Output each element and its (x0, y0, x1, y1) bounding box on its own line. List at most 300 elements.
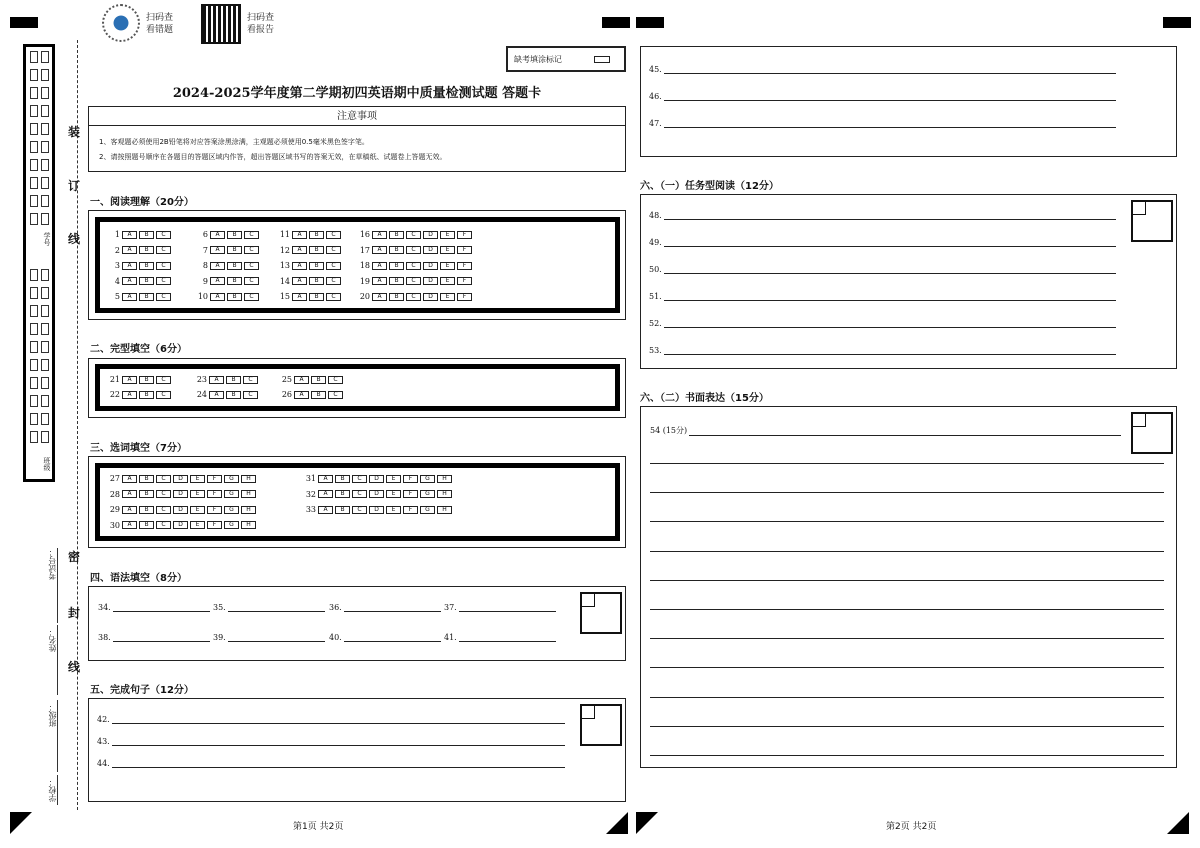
q45-47-answer-box (640, 46, 1177, 157)
question-number: 48. (649, 211, 662, 220)
notice-title: 注意事项 (89, 107, 625, 126)
option-bubble-a[interactable]: A (122, 231, 137, 239)
option-bubble-d[interactable]: D (423, 277, 438, 285)
absent-checkbox[interactable] (594, 56, 610, 63)
question-number: 15 (279, 292, 290, 301)
id-digit-cell[interactable] (30, 69, 38, 81)
option-bubble-c[interactable]: C (406, 262, 421, 270)
option-bubble-b[interactable]: B (139, 262, 154, 270)
class-line[interactable] (57, 700, 58, 772)
option-bubble-e[interactable]: E (386, 490, 401, 498)
option-bubble-d[interactable]: D (173, 506, 188, 514)
option-bubble-c[interactable]: C (244, 231, 259, 239)
class-label: 班级 (43, 457, 51, 471)
option-bubble-d[interactable]: D (423, 246, 438, 254)
essay-line[interactable] (650, 609, 1164, 610)
qr-code[interactable] (201, 4, 241, 44)
option-bubble-c[interactable]: C (156, 262, 171, 270)
option-bubble-b[interactable]: B (227, 277, 242, 285)
grammar-blank[interactable] (444, 603, 556, 612)
id-digit-cell[interactable] (41, 287, 49, 299)
option-bubble-a[interactable]: A (372, 262, 387, 270)
option-bubble-f[interactable]: F (207, 506, 222, 514)
id-digit-cell[interactable] (30, 177, 38, 189)
option-bubble-c[interactable]: C (406, 293, 421, 301)
mc-question (100, 261, 173, 270)
question-number: 51. (649, 292, 662, 301)
option-bubble-c[interactable]: C (156, 246, 171, 254)
id-digit-cell[interactable] (30, 105, 38, 117)
option-bubble-c[interactable]: C (326, 277, 341, 285)
option-bubble-c[interactable]: C (326, 293, 341, 301)
option-bubble-f[interactable]: F (403, 490, 418, 498)
option-bubble-e[interactable]: E (190, 475, 205, 483)
option-bubble-a[interactable]: A (210, 277, 225, 285)
corner-triangle (606, 812, 628, 834)
id-digit-cell[interactable] (41, 141, 49, 153)
id-digit-cell[interactable] (41, 305, 49, 317)
option-bubble-b[interactable]: B (226, 376, 241, 384)
answer-line[interactable] (649, 346, 1116, 355)
option-bubble-c[interactable]: C (352, 490, 367, 498)
option-bubble-e[interactable]: E (440, 231, 455, 239)
option-bubble-a[interactable]: A (122, 475, 137, 483)
option-bubble-b[interactable]: B (311, 376, 326, 384)
corner-triangle (636, 812, 658, 834)
mc-question (100, 490, 258, 499)
option-bubble-b[interactable]: B (335, 490, 350, 498)
question-number: 28 (109, 489, 120, 499)
option-bubble-e[interactable]: E (386, 506, 401, 514)
option-bubble-a[interactable]: A (292, 277, 307, 285)
essay-label: 54 (15分) (650, 426, 688, 435)
option-bubble-b[interactable]: B (311, 391, 326, 399)
mc-question (270, 292, 343, 301)
option-bubble-b[interactable]: B (309, 277, 324, 285)
option-bubble-b[interactable]: B (227, 262, 242, 270)
mc-question (270, 261, 343, 270)
essay-line[interactable] (650, 492, 1164, 493)
option-bubble-a[interactable]: A (210, 262, 225, 270)
option-bubble-b[interactable]: B (389, 231, 404, 239)
id-digit-cell[interactable] (41, 195, 49, 207)
id-digit-cell[interactable] (41, 323, 49, 335)
section-cloze-title: 二、完型填空（6分） (90, 344, 187, 355)
id-digit-cell[interactable] (30, 305, 38, 317)
option-bubble-c[interactable]: C (326, 262, 341, 270)
option-bubble-a[interactable]: A (292, 246, 307, 254)
option-bubble-h[interactable]: H (437, 506, 452, 514)
option-bubble-c[interactable]: C (406, 246, 421, 254)
mc-question (358, 261, 474, 270)
id-digit-cell[interactable] (41, 177, 49, 189)
option-bubble-b[interactable]: B (139, 521, 154, 529)
essay-line[interactable] (650, 638, 1164, 639)
option-bubble-c[interactable]: C (156, 231, 171, 239)
option-bubble-a[interactable]: A (210, 231, 225, 239)
option-bubble-c[interactable]: C (156, 391, 171, 399)
option-bubble-f[interactable]: F (457, 293, 472, 301)
option-bubble-b[interactable]: B (139, 391, 154, 399)
option-bubble-c[interactable]: C (156, 490, 171, 498)
option-bubble-b[interactable]: B (389, 262, 404, 270)
mc-question (270, 246, 343, 255)
option-bubble-c[interactable]: C (156, 475, 171, 483)
absent-box (506, 46, 626, 72)
option-bubble-d[interactable]: D (369, 475, 384, 483)
answer-line[interactable] (649, 65, 1116, 74)
option-bubble-d[interactable]: D (423, 262, 438, 270)
option-bubble-c[interactable]: C (244, 293, 259, 301)
name-line[interactable] (57, 625, 58, 695)
question-number: 12 (279, 245, 290, 255)
grammar-blank[interactable] (329, 633, 441, 642)
question-number: 52. (649, 319, 662, 328)
id-digit-cell[interactable] (30, 395, 38, 407)
option-bubble-c[interactable]: C (328, 391, 343, 399)
mc-question (100, 390, 173, 399)
option-bubble-b[interactable]: B (139, 475, 154, 483)
answer-line[interactable] (97, 737, 565, 746)
id-digit-cell[interactable] (30, 159, 38, 171)
question-number: 33 (305, 505, 316, 514)
mc-question (188, 230, 261, 239)
option-bubble-a[interactable]: A (292, 293, 307, 301)
score-box (580, 704, 622, 746)
option-bubble-h[interactable]: H (241, 521, 256, 529)
option-bubble-g[interactable]: G (420, 475, 435, 483)
id-digit-cell[interactable] (30, 431, 38, 443)
option-bubble-a[interactable]: A (122, 391, 137, 399)
option-bubble-a[interactable]: A (209, 391, 224, 399)
option-bubble-c[interactable]: C (352, 475, 367, 483)
school-line[interactable] (57, 775, 58, 805)
essay-line[interactable] (650, 726, 1164, 727)
option-bubble-d[interactable]: D (173, 475, 188, 483)
option-bubble-d[interactable]: D (423, 231, 438, 239)
option-bubble-b[interactable]: B (139, 506, 154, 514)
answer-line[interactable] (649, 92, 1116, 101)
option-bubble-e[interactable]: E (190, 521, 205, 529)
option-bubble-g[interactable]: G (224, 506, 239, 514)
option-bubble-a[interactable]: A (294, 391, 309, 399)
answer-line[interactable] (649, 319, 1116, 328)
timing-mark (636, 17, 664, 28)
option-bubble-a[interactable]: A (122, 262, 137, 270)
id-digit-cell[interactable] (41, 213, 49, 225)
id-digit-cell[interactable] (41, 269, 49, 281)
id-digit-cell[interactable] (41, 69, 49, 81)
option-bubble-b[interactable]: B (309, 262, 324, 270)
option-bubble-a[interactable]: A (318, 506, 333, 514)
id-digit-cell[interactable] (30, 51, 38, 63)
option-bubble-c[interactable]: C (352, 506, 367, 514)
option-bubble-b[interactable]: B (309, 246, 324, 254)
mc-question (100, 505, 258, 514)
id-digit-cell[interactable] (30, 213, 38, 225)
essay-line[interactable] (650, 551, 1164, 552)
section-task-title: 六、（一）任务型阅读（12分） (640, 181, 779, 192)
id-digit-cell[interactable] (41, 359, 49, 371)
id-digit-cell[interactable] (30, 123, 38, 135)
option-bubble-d[interactable]: D (173, 521, 188, 529)
option-bubble-c[interactable]: C (244, 246, 259, 254)
option-bubble-c[interactable]: C (156, 293, 171, 301)
mc-question (358, 292, 474, 301)
option-bubble-c[interactable]: C (244, 277, 259, 285)
option-bubble-a[interactable]: A (209, 376, 224, 384)
id-digit-cell[interactable] (41, 395, 49, 407)
option-bubble-g[interactable]: G (224, 475, 239, 483)
option-bubble-g[interactable]: G (224, 521, 239, 529)
id-digit-cell[interactable] (30, 341, 38, 353)
option-bubble-g[interactable]: G (420, 506, 435, 514)
option-bubble-b[interactable]: B (139, 231, 154, 239)
option-bubble-a[interactable]: A (122, 506, 137, 514)
option-bubble-a[interactable]: A (294, 376, 309, 384)
mc-question (358, 246, 474, 255)
option-bubble-e[interactable]: E (440, 246, 455, 254)
page1-footer: 第1页 共2页 (293, 822, 344, 832)
option-bubble-e[interactable]: E (386, 475, 401, 483)
option-bubble-a[interactable]: A (210, 246, 225, 254)
mc-question (358, 230, 474, 239)
essay-line[interactable] (650, 521, 1164, 522)
option-bubble-c[interactable]: C (156, 506, 171, 514)
id-digit-cell[interactable] (41, 413, 49, 425)
option-bubble-c[interactable]: C (326, 231, 341, 239)
question-number: 1 (114, 230, 120, 239)
question-number: 25 (281, 375, 292, 384)
question-number: 7 (202, 245, 208, 255)
option-bubble-d[interactable]: D (423, 293, 438, 301)
option-bubble-c[interactable]: C (326, 246, 341, 254)
option-bubble-c[interactable]: C (243, 391, 258, 399)
notice-item: 1、客观题必须使用2B铅笔将对应答案涂黑涂满，主观题必须使用0.5毫米黑色签字笔。 (99, 138, 369, 146)
scan-text-left: 扫码查 看错题 (146, 13, 174, 35)
option-bubble-b[interactable]: B (335, 506, 350, 514)
option-bubble-a[interactable]: A (372, 277, 387, 285)
question-number: 11 (279, 230, 290, 239)
option-bubble-a[interactable]: A (292, 231, 307, 239)
option-bubble-a[interactable]: A (122, 376, 137, 384)
answer-line[interactable] (97, 759, 565, 768)
id-digit-cell[interactable] (41, 431, 49, 443)
id-digit-cell[interactable] (30, 359, 38, 371)
option-bubble-b[interactable]: B (335, 475, 350, 483)
essay-first-line[interactable] (650, 425, 1121, 436)
option-bubble-c[interactable]: C (328, 376, 343, 384)
mc-question (100, 246, 173, 255)
option-bubble-b[interactable]: B (227, 231, 242, 239)
exam-no-line[interactable] (57, 548, 58, 623)
answer-line[interactable] (649, 265, 1116, 274)
option-bubble-f[interactable]: F (457, 231, 472, 239)
option-bubble-b[interactable]: B (309, 293, 324, 301)
grammar-blank[interactable] (98, 633, 210, 642)
option-bubble-a[interactable]: A (122, 277, 137, 285)
binding-char: 封 (68, 606, 81, 620)
option-bubble-g[interactable]: G (224, 490, 239, 498)
option-bubble-d[interactable]: D (173, 490, 188, 498)
section-wordbank-title: 三、选词填空（7分） (90, 443, 187, 454)
option-bubble-a[interactable]: A (372, 293, 387, 301)
student-id-grid (23, 44, 55, 482)
id-digit-cell[interactable] (41, 123, 49, 135)
option-bubble-c[interactable]: C (406, 277, 421, 285)
question-number: 22 (109, 390, 120, 399)
timing-mark (10, 17, 38, 28)
option-bubble-b[interactable]: B (139, 376, 154, 384)
option-bubble-e[interactable]: E (440, 293, 455, 301)
id-digit-cell[interactable] (30, 141, 38, 153)
page2-footer: 第2页 共2页 (886, 822, 937, 832)
timing-mark (1163, 17, 1191, 28)
mc-question (100, 521, 258, 530)
question-number: 14 (279, 276, 290, 286)
id-digit-cell[interactable] (30, 87, 38, 99)
option-bubble-b[interactable]: B (139, 490, 154, 498)
answer-line[interactable] (649, 238, 1116, 247)
question-number: 17 (359, 245, 370, 255)
id-digit-cell[interactable] (41, 51, 49, 63)
option-bubble-a[interactable]: A (122, 521, 137, 529)
id-digit-cell[interactable] (41, 341, 49, 353)
option-bubble-h[interactable]: H (437, 475, 452, 483)
corner-triangle (1167, 812, 1189, 834)
id-digit-cell[interactable] (41, 105, 49, 117)
option-bubble-c[interactable]: C (243, 376, 258, 384)
option-bubble-f[interactable]: F (457, 277, 472, 285)
option-bubble-b[interactable]: B (139, 293, 154, 301)
essay-line[interactable] (650, 463, 1164, 464)
option-bubble-b[interactable]: B (389, 277, 404, 285)
option-bubble-f[interactable]: F (207, 490, 222, 498)
id-digit-cell[interactable] (30, 323, 38, 335)
question-number: 47. (649, 119, 662, 128)
grammar-blank[interactable] (213, 603, 325, 612)
option-bubble-c[interactable]: C (406, 231, 421, 239)
essay-line[interactable] (650, 755, 1164, 756)
score-box (1131, 200, 1173, 242)
binding-char: 订 (68, 179, 81, 193)
id-digit-cell[interactable] (30, 195, 38, 207)
question-number: 9 (202, 276, 208, 286)
answer-line[interactable] (649, 119, 1116, 128)
option-bubble-e[interactable]: E (190, 490, 205, 498)
option-bubble-c[interactable]: C (244, 262, 259, 270)
option-bubble-h[interactable]: H (437, 490, 452, 498)
id-digit-cell[interactable] (41, 377, 49, 389)
mc-question (187, 390, 260, 399)
answer-line[interactable] (649, 211, 1116, 220)
mc-question (100, 292, 173, 301)
question-number: 5 (114, 292, 120, 301)
option-bubble-a[interactable]: A (372, 231, 387, 239)
question-number: 39. (213, 633, 226, 642)
option-bubble-b[interactable]: B (139, 246, 154, 254)
option-bubble-h[interactable]: H (241, 475, 256, 483)
option-bubble-a[interactable]: A (318, 475, 333, 483)
option-bubble-b[interactable]: B (226, 391, 241, 399)
option-bubble-h[interactable]: H (241, 506, 256, 514)
option-bubble-f[interactable]: F (207, 475, 222, 483)
option-bubble-a[interactable]: A (318, 490, 333, 498)
option-bubble-a[interactable]: A (372, 246, 387, 254)
option-bubble-c[interactable]: C (156, 376, 171, 384)
question-number: 4 (114, 276, 120, 286)
answer-line[interactable] (97, 715, 565, 724)
option-bubble-e[interactable]: E (440, 277, 455, 285)
id-digit-cell[interactable] (41, 159, 49, 171)
question-number: 41. (444, 633, 457, 642)
option-bubble-a[interactable]: A (122, 246, 137, 254)
option-bubble-a[interactable]: A (292, 262, 307, 270)
option-bubble-d[interactable]: D (369, 506, 384, 514)
option-bubble-b[interactable]: B (227, 293, 242, 301)
grammar-blank[interactable] (213, 633, 325, 642)
option-bubble-f[interactable]: F (457, 246, 472, 254)
option-bubble-e[interactable]: E (190, 506, 205, 514)
question-number: 46. (649, 92, 662, 101)
school-label: 学校： (48, 778, 57, 802)
grammar-blank[interactable] (329, 603, 441, 612)
id-digit-cell[interactable] (30, 377, 38, 389)
question-number: 40. (329, 633, 342, 642)
essay-line[interactable] (650, 667, 1164, 668)
option-bubble-a[interactable]: A (210, 293, 225, 301)
id-digit-cell[interactable] (41, 87, 49, 99)
id-digit-cell[interactable] (30, 269, 38, 281)
mc-question (272, 390, 345, 399)
mc-question (270, 230, 343, 239)
option-bubble-a[interactable]: A (122, 293, 137, 301)
option-bubble-a[interactable]: A (122, 490, 137, 498)
corner-triangle (10, 812, 32, 834)
option-bubble-f[interactable]: F (457, 262, 472, 270)
question-number: 50. (649, 265, 662, 274)
mc-question (296, 474, 454, 483)
essay-line[interactable] (650, 580, 1164, 581)
id-digit-cell[interactable] (30, 287, 38, 299)
option-bubble-h[interactable]: H (241, 490, 256, 498)
option-bubble-g[interactable]: G (420, 490, 435, 498)
mc-question (188, 246, 261, 255)
section-writing-title: 六、（二）书面表达（15分） (640, 393, 769, 404)
option-bubble-b[interactable]: B (227, 246, 242, 254)
option-bubble-d[interactable]: D (369, 490, 384, 498)
option-bubble-b[interactable]: B (309, 231, 324, 239)
option-bubble-f[interactable]: F (207, 521, 222, 529)
question-number: 44. (97, 759, 110, 768)
section-sentence-title: 五、完成句子（12分） (90, 685, 194, 696)
option-bubble-c[interactable]: C (156, 521, 171, 529)
option-bubble-f[interactable]: F (403, 475, 418, 483)
option-bubble-b[interactable]: B (389, 293, 404, 301)
option-bubble-b[interactable]: B (139, 277, 154, 285)
mc-question (296, 505, 454, 514)
answer-line[interactable] (649, 292, 1116, 301)
id-digit-cell[interactable] (30, 413, 38, 425)
essay-line[interactable] (650, 697, 1164, 698)
option-bubble-f[interactable]: F (403, 506, 418, 514)
grammar-blank[interactable] (444, 633, 556, 642)
option-bubble-e[interactable]: E (440, 262, 455, 270)
grammar-blank[interactable] (98, 603, 210, 612)
option-bubble-c[interactable]: C (156, 277, 171, 285)
option-bubble-b[interactable]: B (389, 246, 404, 254)
binding-char: 密 (68, 550, 81, 564)
